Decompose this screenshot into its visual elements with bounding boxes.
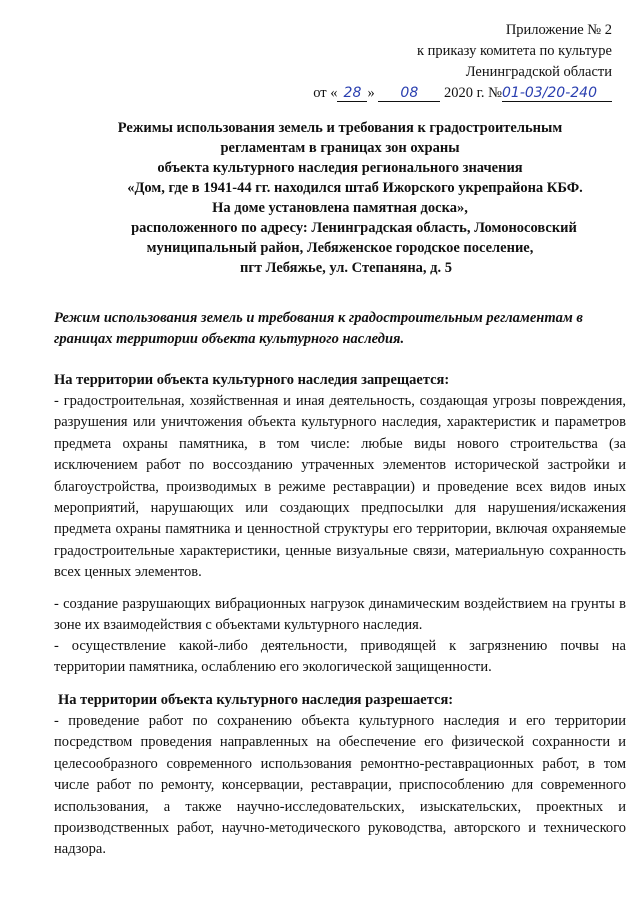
title-line: расположенного по адресу: Ленинградская область, Ломоносовский (131, 220, 577, 236)
section-heading: Режим использования земель и требования к градостроительным регламентам в границах территории объекта культурного наследия. (54, 310, 583, 347)
title-line: На доме установлена памятная доска», (212, 200, 468, 216)
title-line: Режимы использования земель и требования к градостроительным (117, 120, 563, 136)
order-reference: к приказу комитета по культуре (416, 43, 612, 59)
date-prefix: от « (313, 85, 338, 101)
date-mid: » (367, 85, 375, 101)
appendix-header (313, 20, 612, 104)
title-line: объекта культурного наследия регионального значения (157, 160, 523, 176)
title-line: пгт Лебяжье, ул. Степаняна, д. 5 (239, 260, 453, 276)
title-line: регламентам в границах зон охраны (220, 140, 460, 156)
date-month-handwritten: 08 (400, 85, 419, 101)
prohibited-heading: На территории объекта культурного наследия запрещается: (54, 372, 450, 388)
prohibited-item: - создание разрушающих вибрационных нагрузок динамическим воздействием на грунты в зоне их взаимодействия с объектами культурного наследия. (54, 596, 626, 634)
order-date-line (313, 83, 612, 104)
document-title (60, 118, 620, 278)
permitted-item: - проведение работ по сохранению объекта культурного наследия и его территории посредством проведения направленных на обеспечение его физической сохранности и целесообразного современного использования ремонтно-реставрационных работ, в том числе работ по ремонту, консервации, реставрации, приспособлению для современного использования, а также научно-исследовательских, изыскательских, проектных и производственных работ, научно-методического руководства, авторского и технического надзора. (54, 713, 626, 858)
title-line: «Дом, где в 1941-44 гг. находился штаб Ижорского укрепрайона КБФ. (127, 180, 583, 196)
date-year: 2020 г. № (443, 85, 502, 101)
order-number-handwritten: 01-03/20-240 (502, 85, 597, 101)
prohibited-item: - градостроительная, хозяйственная и иная деятельность, создающая угрозы повреждения, разрушения или уничтожения объекта культурного наследия, характеристик и параметров предмета охраны памятника, в том числе: любые виды нового строительства (за исключением работ по воссозданию утраченных элементов исторической застройки и благоустройства, производимых в режиме реставрации) и проведение всех видов иных мероприятий, нарушающих или создающих предпосылки для нарушения/искажения предмета охраны памятника и ценностной структуры его территории, включая охраняемые градостроительные характеристики, ценные визуальные связи, материальную сохранность всех ценных элементов. (54, 393, 626, 581)
prohibited-item: - осуществление какой-либо деятельности, приводящей к загрязнению почвы на территории памятника, ослаблению его экологической защищенности. (54, 638, 626, 676)
region-name: Ленинградской области (465, 64, 612, 80)
title-line: муниципальный район, Лебяженское городское поселение, (146, 240, 534, 256)
permitted-heading: На территории объекта культурного наследия разрешается: (58, 692, 454, 708)
date-day-handwritten: 28 (343, 85, 362, 101)
appendix-number: Приложение № 2 (505, 22, 612, 38)
